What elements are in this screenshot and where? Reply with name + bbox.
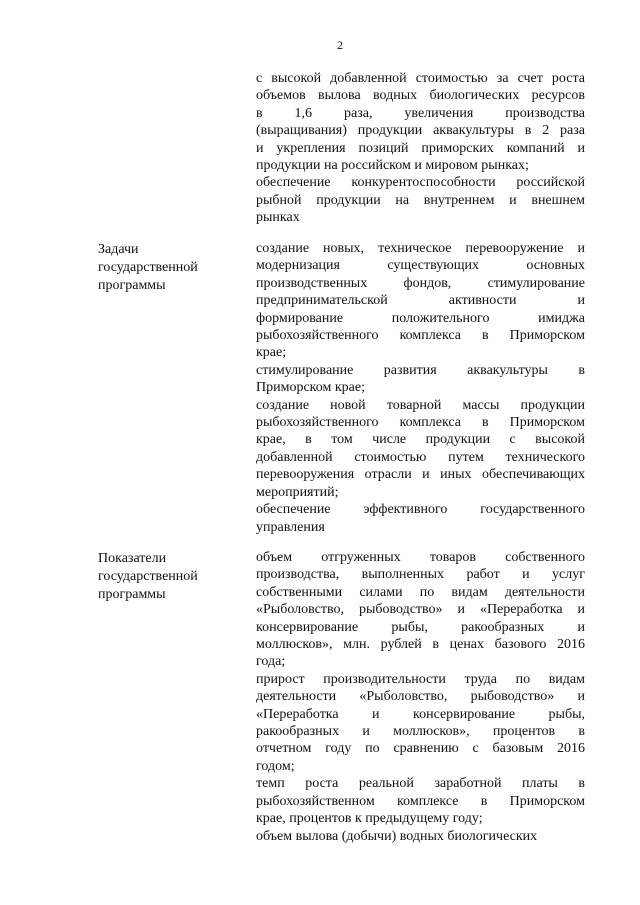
- text-line: крае, в том числе продукции с высокой: [256, 432, 585, 448]
- text-line: «Рыболовство, рыбоводство» и «Переработка и: [256, 602, 585, 618]
- text-line: объем отгруженных товаров собственного: [256, 550, 585, 565]
- label-line: программы: [98, 278, 166, 293]
- text-line: и укрепления позиций приморских компаний и: [256, 140, 585, 156]
- text-line: «Переработка и консервирование рыбы,: [256, 706, 585, 722]
- text-line: рынках: [256, 210, 300, 226]
- text-line: (выращивания) продукции аквакультуры в 2 раза: [256, 123, 585, 139]
- text-line: предпринимательской активности и: [256, 293, 585, 309]
- text-line: Приморском крае;: [256, 380, 365, 396]
- text-line: объемов вылова водных биологических ресурсов: [256, 88, 585, 104]
- text-line: стимулирование развития аквакультуры в: [256, 362, 585, 378]
- label-line: государственной: [98, 569, 198, 584]
- tasks-label: [98, 241, 238, 295]
- text-line: отчетном году по сравнению с базовым 2016: [256, 741, 585, 757]
- text-line: прирост производительности труда по видам: [256, 671, 585, 687]
- text-line: обеспечение эффективного государственного: [256, 502, 585, 518]
- text-line: года;: [256, 654, 286, 670]
- text-line: собственными силами по видам деятельности: [256, 584, 585, 600]
- text-line: продукции на российском и мировом рынках;: [256, 158, 529, 174]
- indicators-label: [98, 550, 238, 604]
- text-line: рыбохозяйственного комплекса в Приморском: [256, 415, 585, 431]
- text-line: рыбной продукции на внутреннем и внешнем: [256, 192, 585, 208]
- text-line: с высокой добавленной стоимостью за счет роста: [256, 71, 585, 86]
- text-line: крае;: [256, 345, 287, 361]
- goals-continuation: [256, 70, 585, 227]
- text-line: производственных фондов, стимулирование: [256, 275, 585, 291]
- text-line: мероприятий;: [256, 484, 339, 500]
- text-line: темп роста реальной заработной платы в: [256, 776, 585, 792]
- text-line: создание новых, техническое перевооружение и: [256, 241, 585, 256]
- indicators-content: [256, 549, 585, 845]
- text-line: рыбохозяйственного комплекса в Приморском: [256, 328, 585, 344]
- text-line: создание новой товарной массы продукции: [256, 397, 585, 413]
- text-line: моллюсков», млн. рублей в ценах базового 2016: [256, 637, 585, 653]
- text-line: производства, выполненных работ и услуг: [256, 567, 585, 583]
- label-line: Задачи: [98, 242, 139, 257]
- tasks-content: [256, 240, 585, 536]
- page-number: 2: [337, 38, 343, 52]
- label-line: Показатели: [98, 551, 167, 566]
- text-line: перевооружения отрасли и иных обеспечивающих: [256, 467, 585, 483]
- text-line: рыбохозяйственном комплексе в Приморском: [256, 793, 585, 809]
- text-line: добавленной стоимостью путем технического: [256, 449, 585, 465]
- text-line: формирование положительного имиджа: [256, 310, 585, 326]
- label-line: программы: [98, 587, 166, 602]
- text-line: обеспечение конкурентоспособности российской: [256, 175, 585, 191]
- text-line: деятельности «Рыболовство, рыбоводство» и: [256, 689, 585, 705]
- text-line: модернизация существующих основных: [256, 258, 585, 274]
- text-line: ракообразных и моллюсков», процентов в: [256, 724, 585, 740]
- text-line: управления: [256, 519, 325, 535]
- text-line: годом;: [256, 758, 295, 774]
- text-line: крае, процентов к предыдущему году;: [256, 811, 483, 827]
- text-line: объем вылова (добычи) водных биологических: [256, 828, 538, 844]
- text-line: в 1,6 раза, увеличения производства: [256, 105, 585, 121]
- text-line: консервирование рыбы, ракообразных и: [256, 619, 585, 635]
- label-line: государственной: [98, 260, 198, 275]
